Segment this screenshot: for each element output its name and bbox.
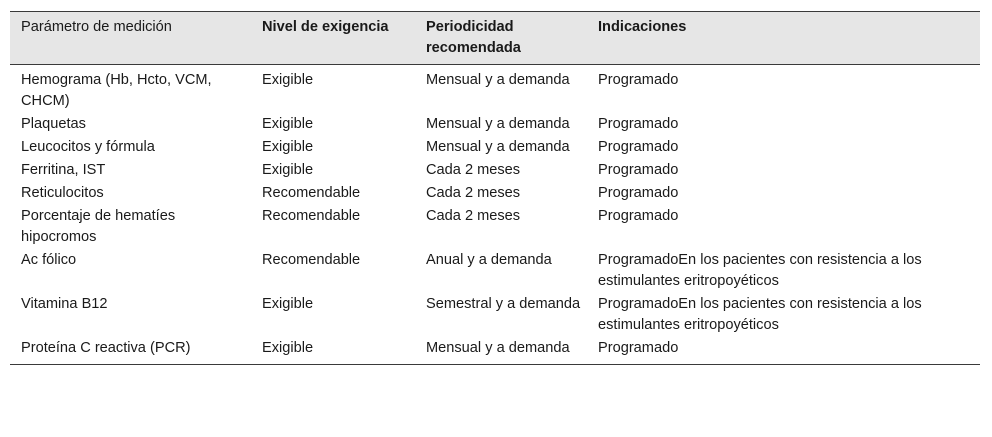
cell-nivel: Recomendable: [262, 252, 361, 268]
cell-indicaciones: ProgramadoEn los pacientes con resistencia a los estimulantes eritropoyéticos: [598, 252, 922, 289]
cell-nivel: Exigible: [262, 162, 314, 178]
cell-parametro: Reticulocitos: [21, 185, 104, 201]
table-row: [10, 182, 980, 205]
cell-periodicidad: Cada 2 meses: [426, 208, 521, 224]
table-row: [10, 159, 980, 182]
cell-nivel: Exigible: [262, 340, 314, 356]
header-row: [10, 12, 980, 65]
cell-parametro: Porcentaje de hematíes hipocromos: [21, 208, 176, 245]
cell-periodicidad: Anual y a demanda: [426, 252, 552, 268]
cell-periodicidad: Cada 2 meses: [426, 185, 521, 201]
cell-periodicidad: Cada 2 meses: [426, 162, 521, 178]
table-row: [10, 293, 980, 337]
cell-parametro: Ferritina, IST: [21, 162, 106, 178]
cell-periodicidad: Mensual y a demanda: [426, 116, 570, 132]
table-header: [10, 12, 980, 65]
measurement-table: [10, 11, 980, 365]
table-row: [10, 136, 980, 159]
cell-indicaciones: Programado: [598, 340, 679, 356]
cell-nivel: Recomendable: [262, 208, 361, 224]
table-row: [10, 249, 980, 293]
cell-parametro: Ac fólico: [21, 252, 77, 268]
cell-periodicidad: Mensual y a demanda: [426, 340, 570, 356]
cell-periodicidad: Mensual y a demanda: [426, 139, 570, 155]
cell-parametro: Leucocitos y fórmula: [21, 139, 155, 155]
cell-parametro: Proteína C reactiva (PCR): [21, 340, 191, 356]
header-indicaciones: Indicaciones: [598, 19, 687, 35]
table-row: [10, 205, 980, 249]
table-row: [10, 113, 980, 136]
header-periodicidad: Periodicidad recomendada: [426, 19, 521, 56]
cell-nivel: Recomendable: [262, 185, 361, 201]
cell-nivel: Exigible: [262, 139, 314, 155]
table-row: [10, 337, 980, 365]
table-body: [10, 65, 980, 365]
cell-parametro: Hemograma (Hb, Hcto, VCM, CHCM): [21, 72, 212, 109]
cell-indicaciones: ProgramadoEn los pacientes con resistencia a los estimulantes eritropoyéticos: [598, 296, 922, 333]
cell-nivel: Exigible: [262, 72, 314, 88]
cell-indicaciones: Programado: [598, 116, 679, 132]
header-nivel: Nivel de exigencia: [262, 19, 389, 35]
table-row: [10, 65, 980, 114]
cell-periodicidad: Mensual y a demanda: [426, 72, 570, 88]
cell-nivel: Exigible: [262, 296, 314, 312]
cell-indicaciones: Programado: [598, 139, 679, 155]
cell-indicaciones: Programado: [598, 162, 679, 178]
cell-indicaciones: Programado: [598, 72, 679, 88]
cell-indicaciones: Programado: [598, 185, 679, 201]
cell-indicaciones: Programado: [598, 208, 679, 224]
cell-parametro: Vitamina B12: [21, 296, 108, 312]
cell-parametro: Plaquetas: [21, 116, 86, 132]
cell-periodicidad: Semestral y a demanda: [426, 296, 581, 312]
cell-nivel: Exigible: [262, 116, 314, 132]
header-parametro: Parámetro de medición: [21, 19, 172, 35]
